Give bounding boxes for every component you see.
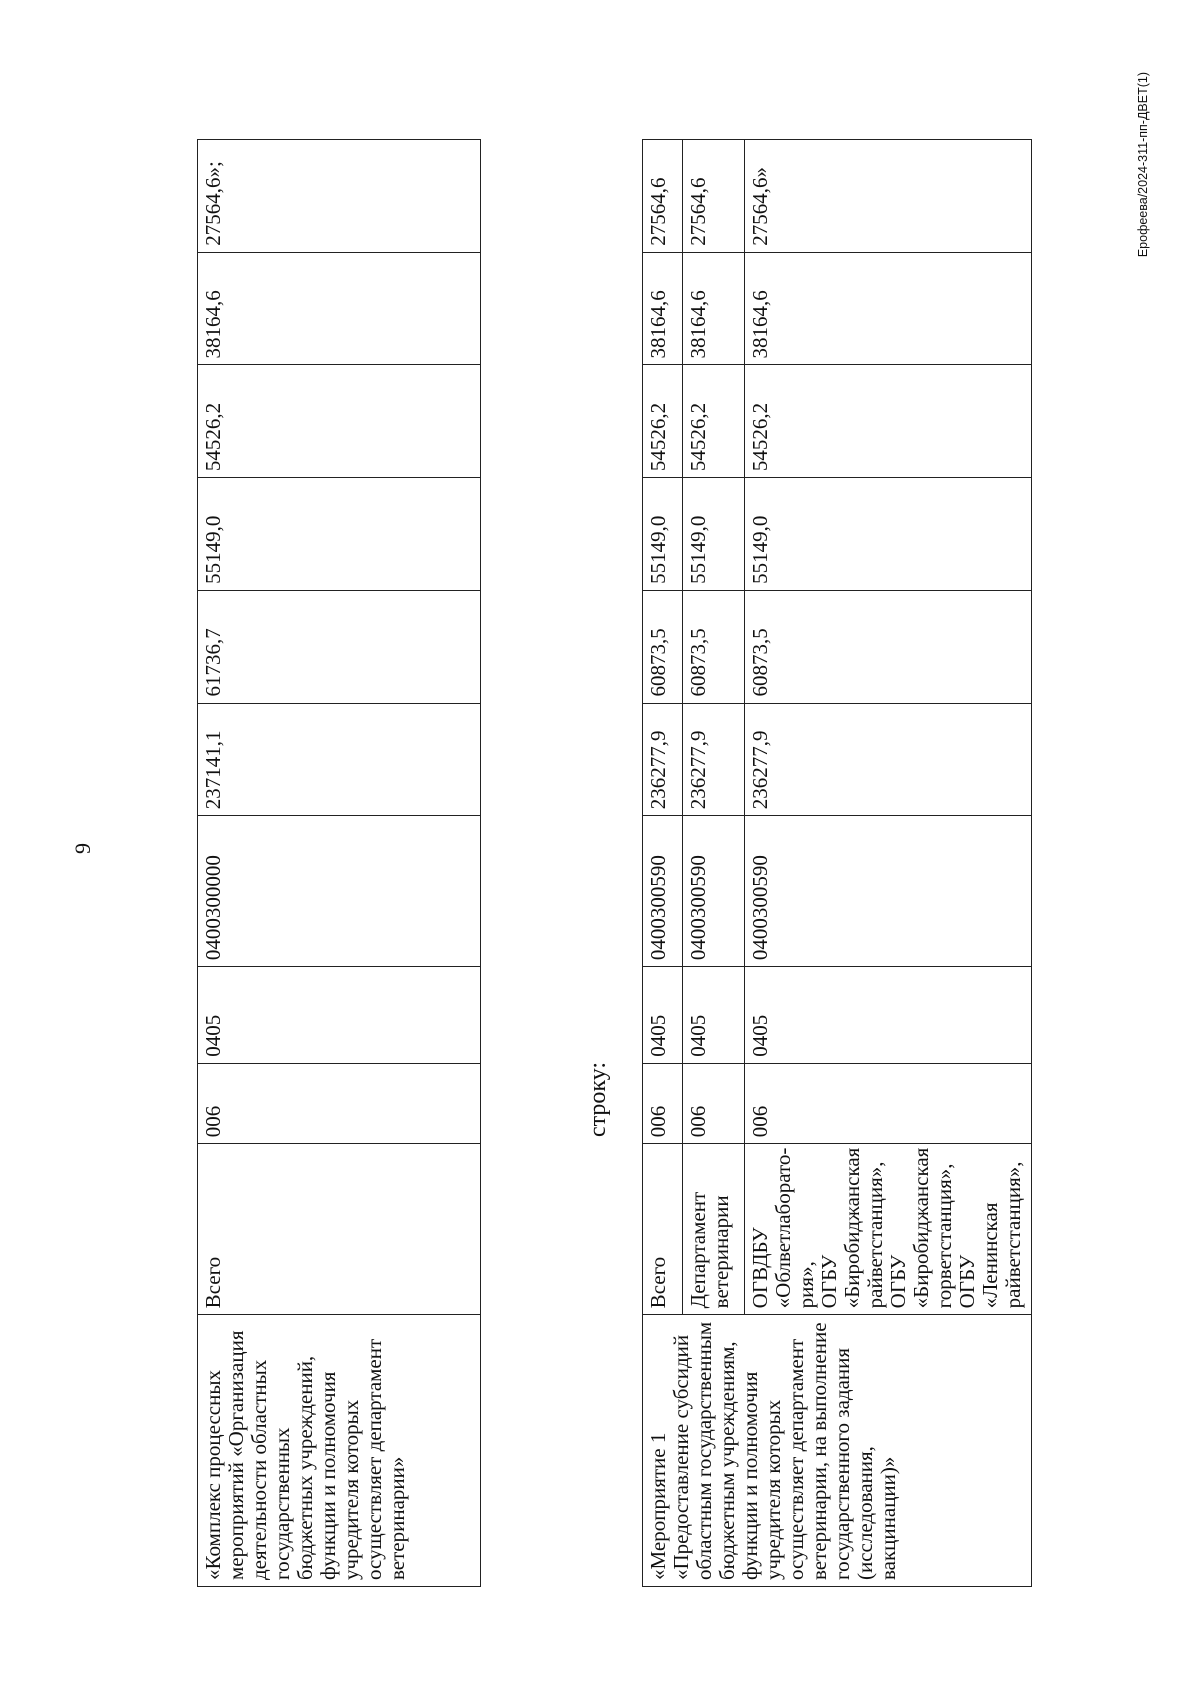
- year-amount-cell: 54526,2: [745, 365, 1032, 478]
- grbs-code-cell: 006: [683, 1063, 745, 1144]
- year-amount-cell: 61736,7: [198, 590, 481, 703]
- year-amount-cell: 27564,6»;: [198, 140, 481, 253]
- year-amount-cell: 38164,6: [198, 252, 481, 365]
- csr-code-cell: 0400300590: [745, 816, 1032, 967]
- year-amount-cell: 55149,0: [198, 478, 481, 591]
- csr-code-cell: 0400300590: [683, 816, 745, 967]
- rzpr-code-cell: 0405: [745, 967, 1032, 1064]
- rzpr-code-cell: 0405: [198, 967, 481, 1064]
- table-row: [198, 140, 481, 1587]
- year-amount-cell: 38164,6: [683, 252, 745, 365]
- year-amount-cell: 27564,6: [683, 140, 745, 253]
- executor-cell: Департамент ветеринарии: [683, 1144, 745, 1315]
- year-amount-cell: 55149,0: [683, 478, 745, 591]
- csr-code-cell: 0400300000: [198, 816, 481, 967]
- year-amount-cell: 55149,0: [745, 478, 1032, 591]
- total-amount-cell: 236277,9: [745, 703, 1032, 816]
- executor-cell: Всего: [643, 1144, 683, 1315]
- page-number: 9: [70, 843, 95, 854]
- grbs-code-cell: 006: [643, 1063, 683, 1144]
- year-amount-cell: 38164,6: [643, 252, 683, 365]
- total-amount-cell: 237141,1: [198, 703, 481, 816]
- rzpr-code-cell: 0405: [683, 967, 745, 1064]
- executor-cell: ОГВДБУ «Облветлаборато-рия», ОГБУ «Биробиджанская райветстанция», ОГБУ «Биробиджанская горветстанция», ОГБУ «Ленинская райветстанция»,: [745, 1144, 1032, 1315]
- year-amount-cell: 60873,5: [683, 590, 745, 703]
- budget-table-measure: [642, 139, 1032, 1587]
- year-amount-cell: 60873,5: [745, 590, 1032, 703]
- program-name-cell: «Комплекс процессных мероприятий «Организация деятельности областных государственных бюджетных учреждений, функции и полномочия учредителя которых осуществляет департамент ветеринарии»: [198, 1315, 481, 1587]
- csr-code-cell: 0400300590: [643, 816, 683, 967]
- rzpr-code-cell: 0405: [643, 967, 683, 1064]
- year-amount-cell: 38164,6: [745, 252, 1032, 365]
- grbs-code-cell: 006: [198, 1063, 481, 1144]
- measure-name-cell: «Мероприятие 1 «Предоставление субсидий областным государственным бюджетным учреждениям, функции и полномочия учредителя которых осуществляет департамент ветеринарии, на выполнение государственного задания (исследования, вакцинации)»: [643, 1315, 1032, 1587]
- year-amount-cell: 27564,6: [643, 140, 683, 253]
- total-amount-cell: 236277,9: [683, 703, 745, 816]
- executor-cell: Всего: [198, 1144, 481, 1315]
- connector-text: строку:: [585, 1061, 611, 1137]
- grbs-code-cell: 006: [745, 1063, 1032, 1144]
- total-amount-cell: 236277,9: [643, 703, 683, 816]
- year-amount-cell: 54526,2: [683, 365, 745, 478]
- budget-table-complex: [197, 139, 481, 1587]
- document-footer-code: Ерофеева/2024-311-пп-ДВЕТ(1): [1136, 72, 1150, 258]
- year-amount-cell: 55149,0: [643, 478, 683, 591]
- table-row: [643, 140, 683, 1587]
- year-amount-cell: 60873,5: [643, 590, 683, 703]
- year-amount-cell: 27564,6»: [745, 140, 1032, 253]
- year-amount-cell: 54526,2: [643, 365, 683, 478]
- year-amount-cell: 54526,2: [198, 365, 481, 478]
